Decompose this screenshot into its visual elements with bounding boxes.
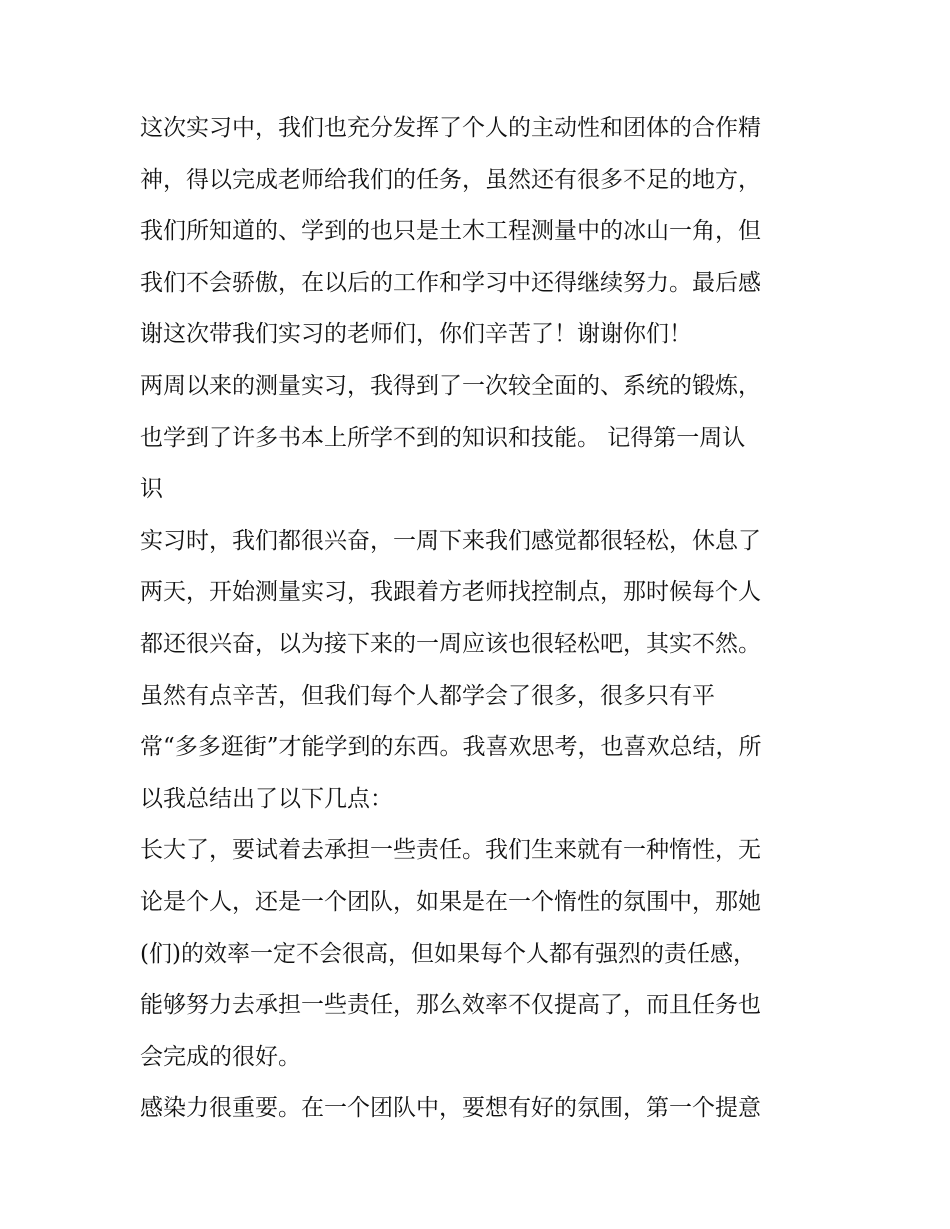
text-line: 识 (140, 476, 163, 503)
text-line: 神，得以完成老师给我们的任务，虽然还有很多不足的地方， (140, 166, 761, 193)
text-line: 两天，开始测量实习，我跟着方老师找控制点，那时候每个人 (140, 579, 761, 606)
text-line: 两周以来的测量实习，我得到了一次较全面的、系统的锻炼， (140, 372, 761, 399)
text-line: 谢这次带我们实习的老师们，你们辛苦了！谢谢你们！ (140, 321, 692, 348)
text-line: 我们所知道的、学到的也只是土木工程测量中的冰山一角，但 (140, 218, 761, 245)
text-line: 常“多多逛街”才能学到的东西。我喜欢思考，也喜欢总结，所 (140, 734, 762, 761)
text-line: 实习时，我们都很兴奋，一周下来我们感觉都很轻松，休息了 (140, 527, 761, 554)
text-line: 也学到了许多书本上所学不到的知识和技能。 记得第一周认 (140, 424, 746, 451)
text-line: 我们不会骄傲，在以后的工作和学习中还得继续努力。最后感 (140, 269, 761, 296)
text-line: 能够努力去承担一些责任，那么效率不仅提高了，而且任务也 (140, 992, 761, 1019)
text-line: 以我总结出了以下几点： (140, 785, 393, 812)
text-line: (们)的效率一定不会很高，但如果每个人都有强烈的责任感， (140, 940, 756, 967)
text-line: 长大了，要试着去承担一些责任。我们生来就有一种惰性，无 (140, 837, 761, 864)
text-line: 论是个人，还是一个团队，如果是在一个惰性的氛围中，那她 (140, 888, 761, 915)
text-line: 都还很兴奋，以为接下来的一周应该也很轻松吧，其实不然。 (140, 630, 761, 657)
text-line: 虽然有点辛苦，但我们每个人都学会了很多，很多只有平 (140, 682, 715, 709)
text-line: 会完成的很好。 (140, 1043, 301, 1070)
body-text (140, 103, 820, 1135)
text-line: 感染力很重要。在一个团队中，要想有好的氛围，第一个提意 (140, 1095, 761, 1122)
text-line: 这次实习中，我们也充分发挥了个人的主动性和团体的合作精 (140, 115, 761, 141)
